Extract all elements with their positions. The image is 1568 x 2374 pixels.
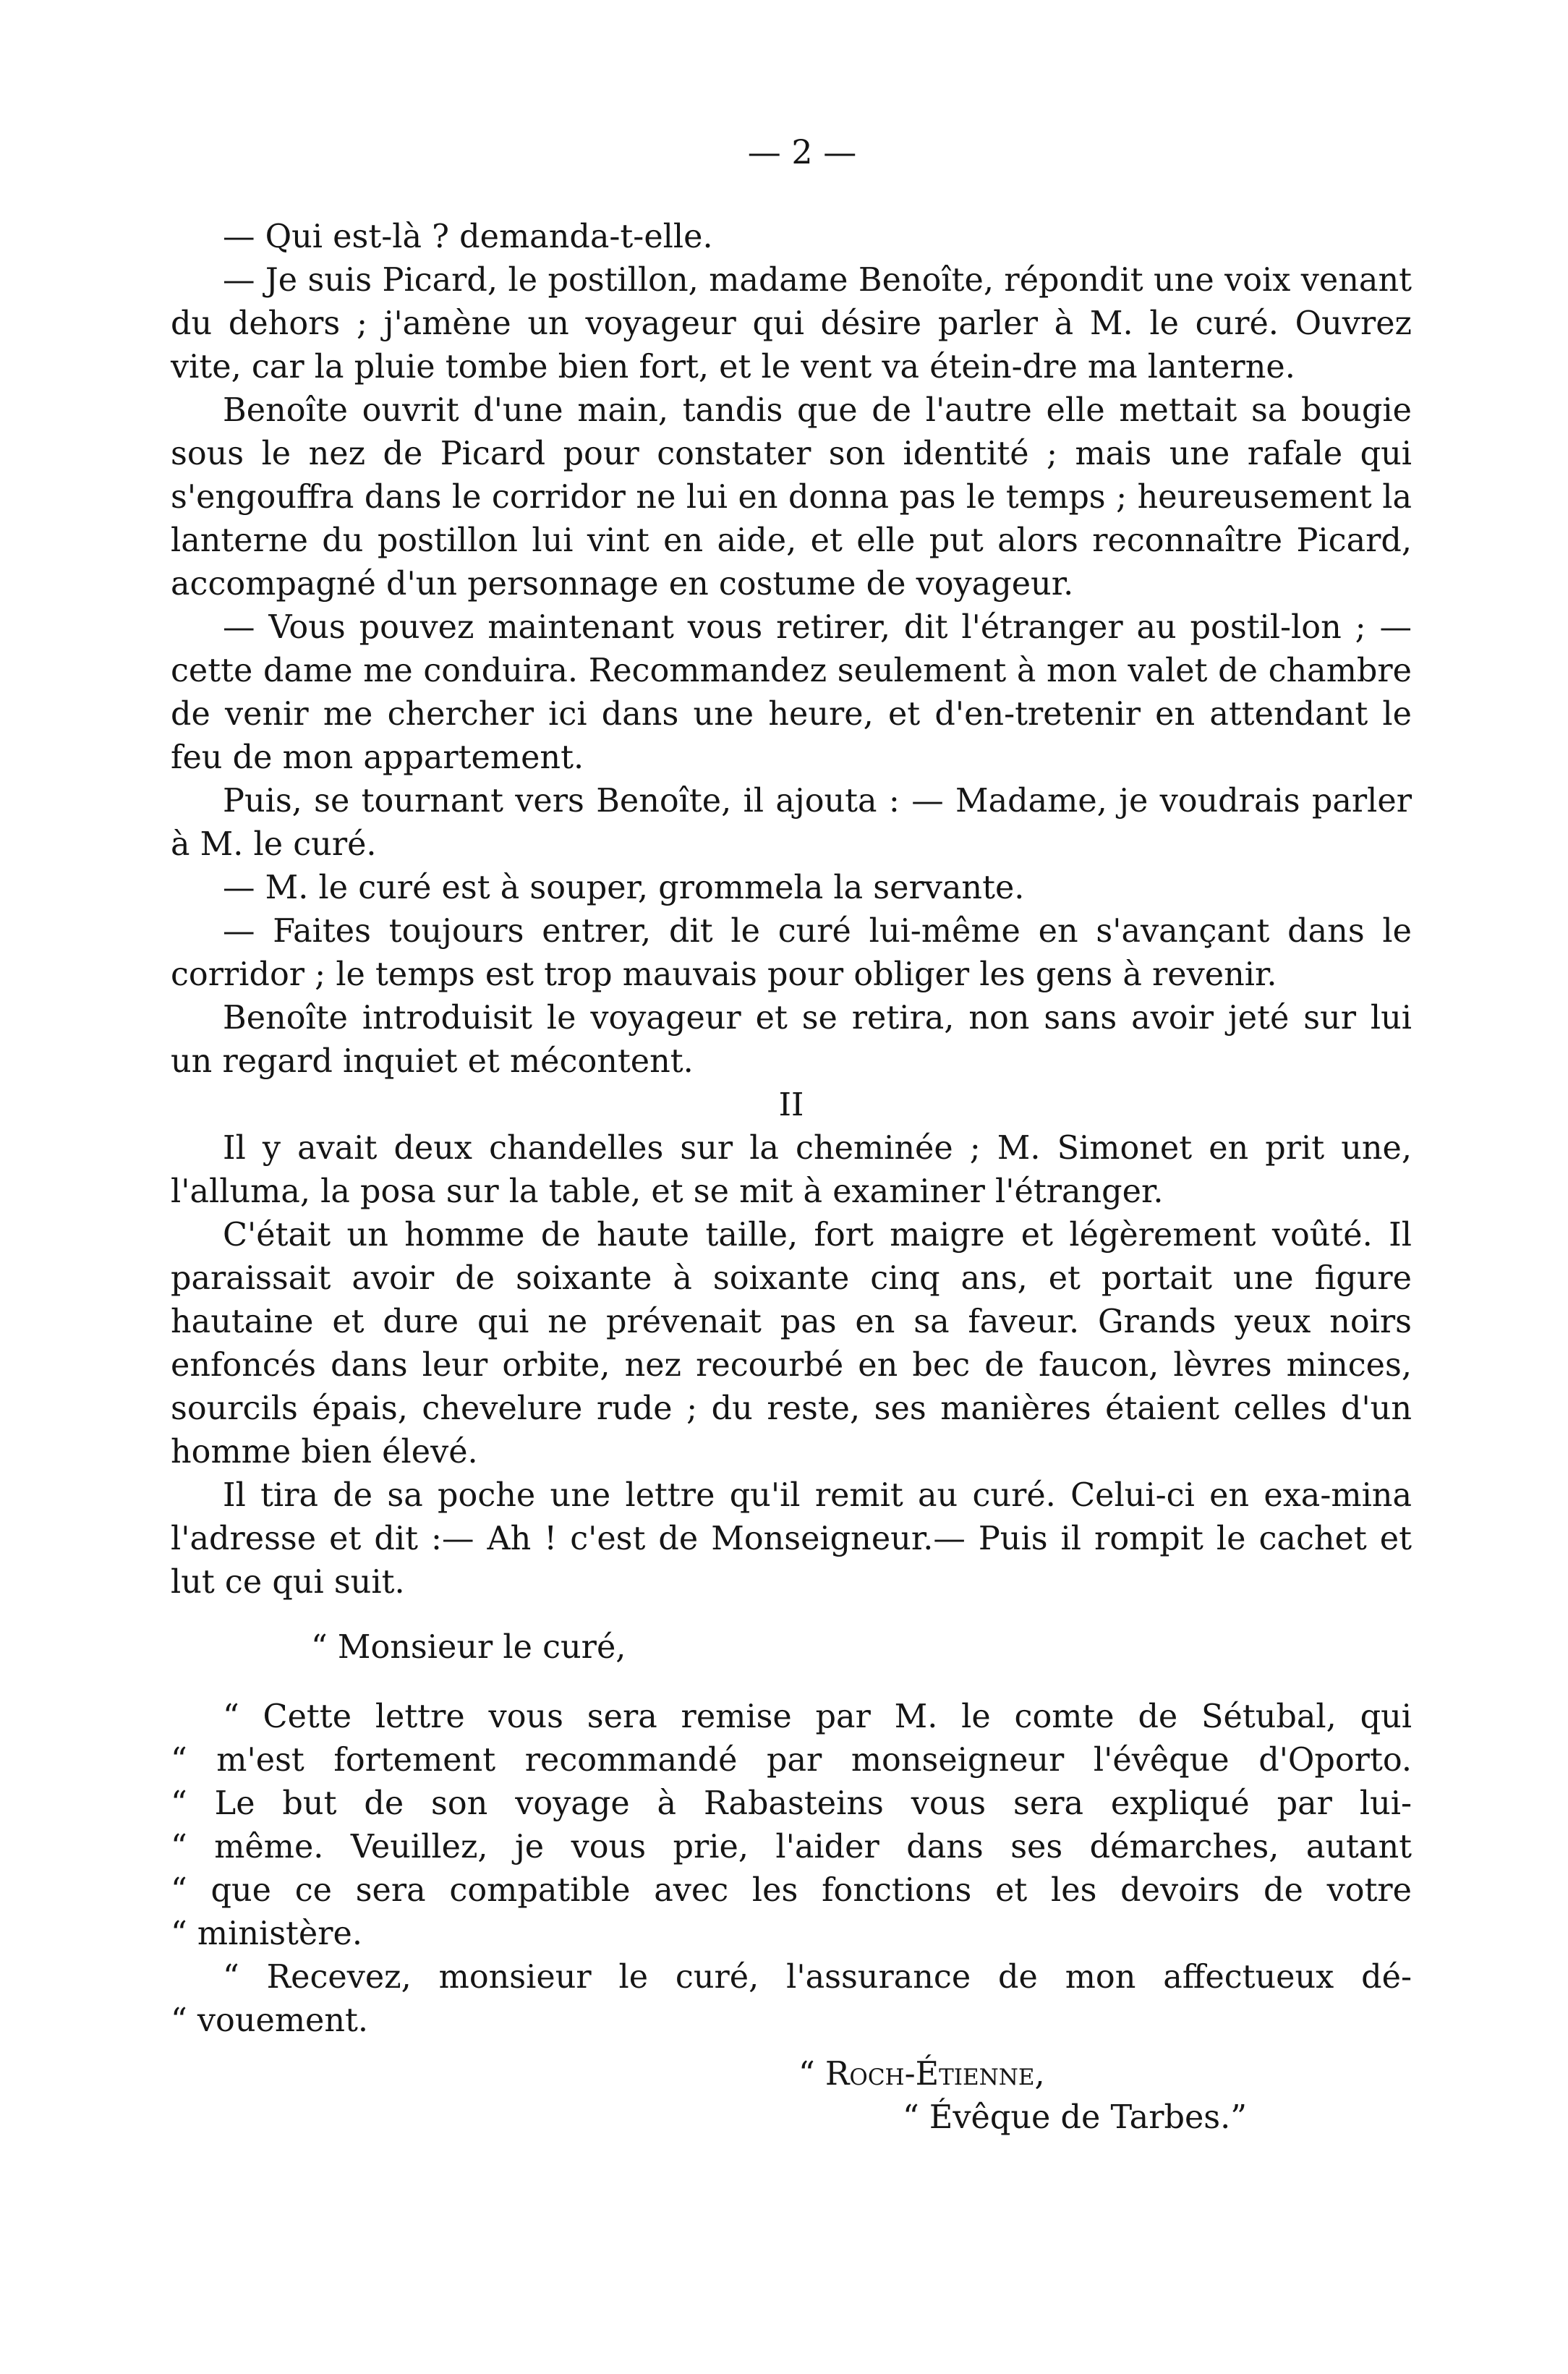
page-number: — 2 — [747, 132, 857, 171]
paragraph: Puis, se tournant vers Benoîte, il ajouta : — Madame, je voudrais parler à M. le curé. [171, 783, 1412, 863]
signature-title: “ Évêque de Tarbes.” [903, 2099, 1248, 2136]
letter-line: “ Cette lettre vous sera remise par M. le comte de Sétubal, qui [223, 1698, 1412, 1735]
signature-prefix: “ [798, 2056, 825, 2093]
paragraph: — Faites toujours entrer, dit le curé lui-même en s'avançant dans le corridor ; le temps est trop mauvais pour obliger les gens à revenir. [171, 913, 1412, 993]
paragraph: Benoîte ouvrit d'une main, tandis que de l'autre elle mettait sa bougie sous le nez de Picard pour constater son identité ; mais une rafale qui s'engouffra dans le corridor ne lui en donna pas le temps ; heureusement la lanterne du postillon lui vint en aide, et elle put alors reconnaître Picard, accompagné d'un personnage en costume de voyageur. [171, 392, 1412, 603]
paragraph: — M. le curé est à souper, grommela la servante. [223, 869, 1025, 906]
letter-line: “ même. Veuillez, je vous prie, l'aider dans ses démarches, autant [171, 1829, 1412, 1865]
letter-line: “ que ce sera compatible avec les fonctions et les devoirs de votre [171, 1872, 1412, 1909]
paragraph: — Vous pouvez maintenant vous retirer, dit l'étranger au postil-lon ; — cette dame me conduira. Recommandez seulement à mon valet de chambre de venir me chercher ici dans une heure, et d'en-tretenir en attendant le feu de mon appartement. [171, 609, 1412, 776]
letter-line: “ m'est fortement recommandé par monseigneur l'évêque d'Oporto. [171, 1742, 1412, 1779]
paragraph: Il y avait deux chandelles sur la cheminée ; M. Simonet en prit une, l'alluma, la posa sur la table, et se mit à examiner l'étranger. [171, 1130, 1412, 1210]
section-number: II [778, 1086, 804, 1123]
letter-line: “ vouement. [171, 2002, 369, 2039]
signature-name-line [798, 2053, 1412, 2096]
letter-line: “ ministère. [171, 1915, 363, 1952]
paragraph: Il tira de sa poche une lettre qu'il remit au curé. Celui-ci en exa-mina l'adresse et dit :— Ah ! c'est de Monseigneur.— Puis il rompit le cachet et lut ce qui suit. [171, 1477, 1412, 1601]
letter-line: “ Le but de son voyage à Rabasteins vous sera expliqué par lui- [171, 1785, 1412, 1822]
paragraph: Benoîte introduisit le voyageur et se retira, non sans avoir jeté sur lui un regard inquiet et mécontent. [171, 1000, 1412, 1080]
paragraph: C'était un homme de haute taille, fort maigre et légèrement voûté. Il paraissait avoir de soixante à soixante cinq ans, et portait une figure hautaine et dure qui ne prévenait pas en sa faveur. Grands yeux noirs enfoncés dans leur orbite, nez recourbé en bec de faucon, lèvres minces, sourcils épais, chevelure rude ; du reste, ses manières étaient celles d'un homme bien élevé. [171, 1217, 1412, 1471]
letter-salutation: “ Monsieur le curé, [311, 1629, 626, 1666]
body-text [171, 216, 1412, 1604]
letter-signature [171, 2053, 1412, 2140]
paragraph: — Je suis Picard, le postillon, madame Benoîte, répondit une voix venant du dehors ; j'amène un voyageur qui désire parler à M. le curé. Ouvrez vite, car la pluie tombe bien fort, et le vent va étein-dre ma lanterne. [171, 262, 1412, 386]
page [171, 130, 1412, 2140]
paragraph: — Qui est-là ? demanda-t-elle. [223, 218, 713, 255]
signature-name: Roch-Étienne, [825, 2056, 1045, 2093]
letter-line: “ Recevez, monsieur le curé, l'assurance de mon affectueux dé- [223, 1959, 1412, 1996]
quoted-letter [171, 1626, 1412, 2140]
